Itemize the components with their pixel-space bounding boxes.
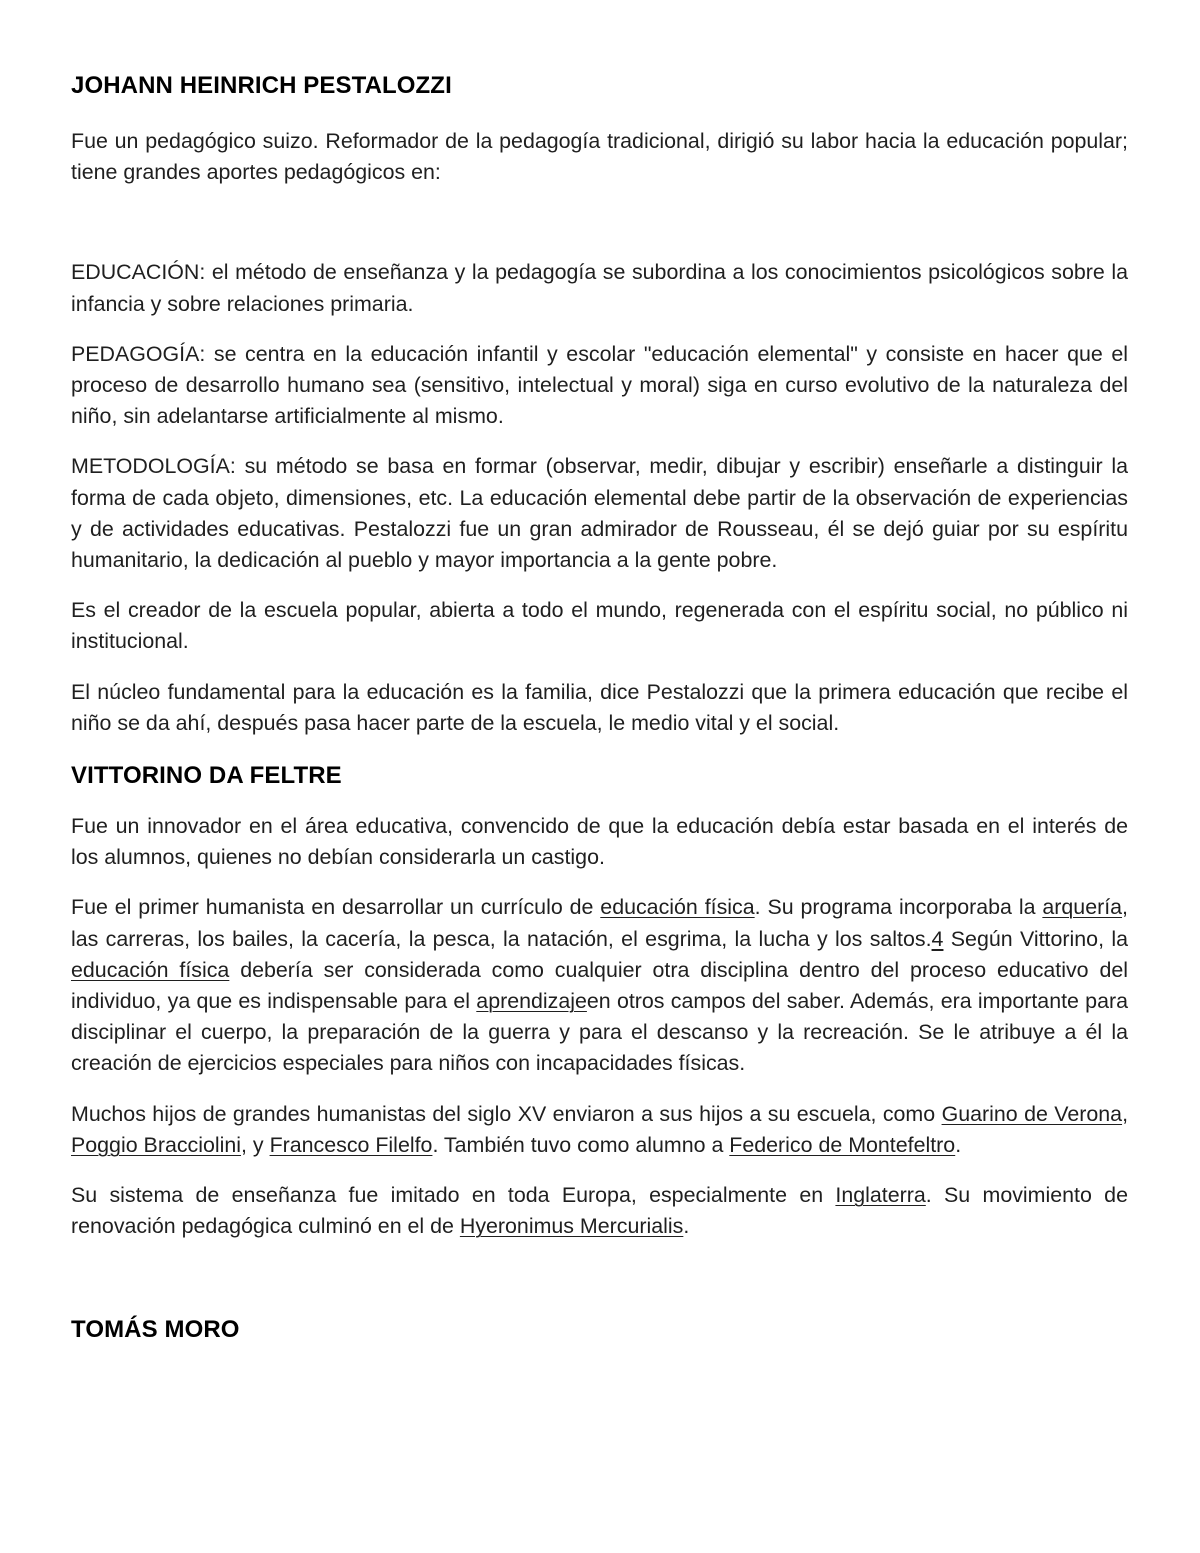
text-run: Su sistema de enseñanza fue imitado en toda Europa, especialmente en [71,1183,836,1208]
text-run: . [683,1214,690,1239]
paragraph-pedagogia: PEDAGOGÍA: se centra en la educación infantil y escolar "educación elemental" y consiste en hacer que el proceso de desarrollo humano sea (sensitivo, intelectual y moral) siga en curso evolutivo de la naturaleza del niño, sin adelantarse artificialmente al mismo. [71,341,1128,429]
text-run: . [955,1132,962,1157]
text-run: debería ser considerada como cualquier otra disciplina dentro del proceso educativo del individuo, ya que es indispensable para el [71,957,1128,1014]
text-run: . Su movimiento de renovación pedagógica culminó en el de [71,1183,1128,1239]
text-run: Según Vittorino, la [943,926,1129,951]
text-run: , [1122,1101,1129,1126]
paragraph-metodologia: METODOLOGÍA: su método se basa en formar (observar, medir, dibujar y escribir) enseñarle a distinguir la forma de cada objeto, dimensiones, etc. La educación elemental debe partir de la observación de experiencias y de actividades educativas. Pestalozzi fue un gran admirador de Rousseau, él se dejó guiar por su espíritu humanitario, la dedicación al pueblo y mayor importancia a la gente pobre. [71,454,1128,573]
link-hyeronimus-mercurialis[interactable]: Hyeronimus Mercurialis [459,1214,684,1239]
text-run: Fue el primer humanista en desarrollar un currículo de [71,895,601,920]
heading-tomas-moro: TOMÁS MORO [71,1316,240,1344]
link-guarino-de-verona[interactable]: Guarino de Verona [941,1101,1123,1126]
paragraph-escuela-popular: Es el creador de la escuela popular, abierta a todo el mundo, regenerada con el espíritu social, no público ni institucional. [71,598,1128,654]
link-educacion-fisica[interactable]: educación física [600,895,755,920]
text-run: , y [241,1132,270,1157]
paragraph-curriculo [71,892,1128,1079]
paragraph-pestalozzi-intro: Fue un pedagógico suizo. Reformador de la pedagogía tradicional, dirigió su labor hacia la educación popular; tiene grandes aportes pedagógicos en: [71,129,1128,185]
paragraph-nucleo-familia: El núcleo fundamental para la educación es la familia, dice Pestalozzi que la primera educación que recibe el niño se da ahí, después pasa hacer parte de la escuela, le medio vital y el social. [71,679,1128,735]
link-educacion-fisica-2[interactable]: educación física [71,957,230,982]
text-run: Muchos hijos de grandes humanistas del siglo XV enviaron a sus hijos a su escuela, como [71,1101,942,1126]
text-run: . Su programa incorporaba la [754,895,1043,920]
text-run: en otros campos del saber. Además, era importante para disciplinar el cuerpo, la preparación de la guerra y para el descanso y la recreación. Se le atribuye a él la creación de ejercicios especiales para niños con incapacidades físicas. [71,989,1128,1076]
link-federico-de-montefeltro[interactable]: Federico de Montefeltro [729,1132,956,1157]
link-inglaterra[interactable]: Inglaterra [835,1183,926,1208]
link-arqueria[interactable]: arquería [1042,895,1123,920]
paragraph-sistema-ensenanza [71,1180,1128,1242]
text-run: . También tuvo como alumno a [432,1132,730,1157]
text-run: , las carreras, los bailes, la cacería, la pesca, la natación, el esgrima, la lucha y los saltos. [71,895,1128,951]
link-poggio-bracciolini[interactable]: Poggio Bracciolini [71,1132,242,1157]
link-francesco-filelfo[interactable]: Francesco Filelfo [269,1132,433,1157]
paragraph-vittorino-intro: Fue un innovador en el área educativa, convencido de que la educación debía estar basada en el interés de los alumnos, quienes no debían considerarla un castigo. [71,814,1128,870]
paragraph-alumnos [71,1099,1128,1161]
heading-vittorino: VITTORINO DA FELTRE [71,762,342,790]
link-aprendizaje[interactable]: aprendizaje [476,989,587,1014]
footnote-link[interactable]: 4 [931,926,944,951]
heading-pestalozzi: JOHANN HEINRICH PESTALOZZI [71,72,452,99]
paragraph-educacion: EDUCACIÓN: el método de enseñanza y la pedagogía se subordina a los conocimientos psicológicos sobre la infancia y sobre relaciones primaria. [71,260,1128,316]
